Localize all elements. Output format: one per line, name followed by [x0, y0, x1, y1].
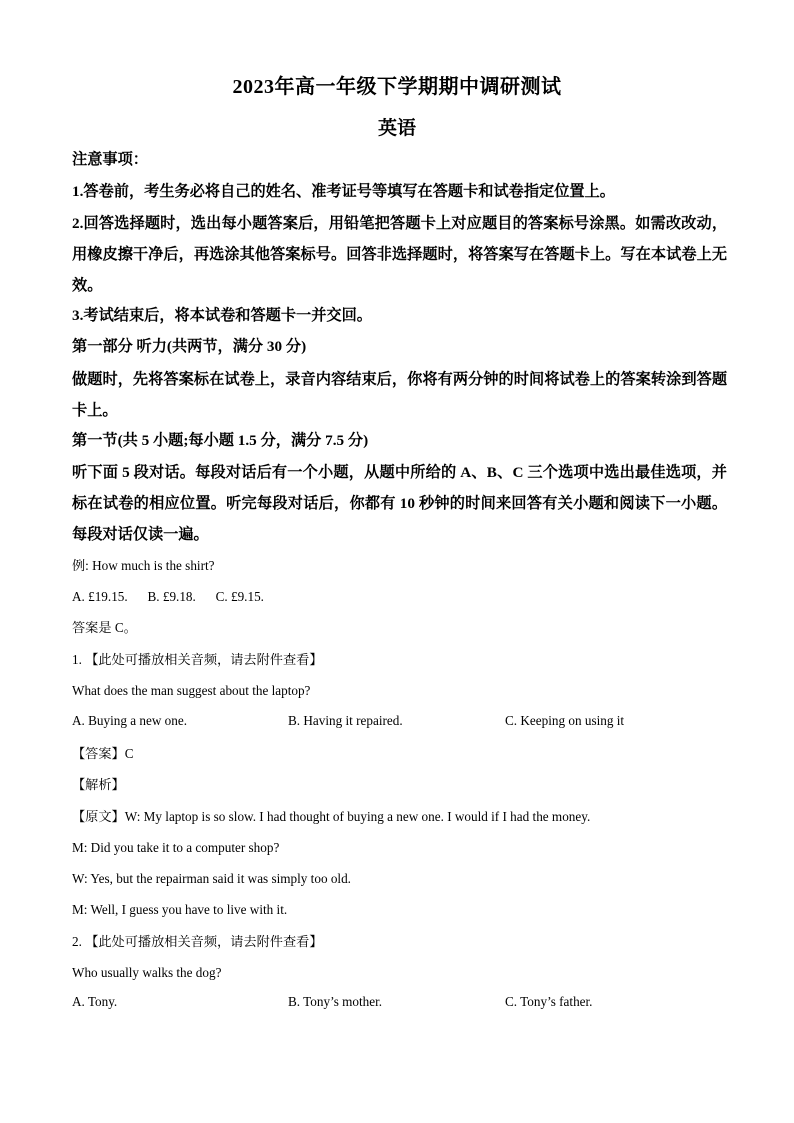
q1-question: What does the man suggest about the laptop? — [72, 683, 311, 698]
notice-item-1: 1.答卷前，考生务必将自己的姓名、准考证号等填写在答题卡和试卷指定位置上。 — [72, 183, 615, 200]
example-answer: 答案是 C。 — [72, 620, 137, 635]
q1-option-b: B. Having it repaired. — [288, 713, 403, 728]
q2-option-b: B. Tony’s mother. — [288, 994, 383, 1009]
example-question: 例: How much is the shirt? — [72, 558, 215, 573]
q1-analysis-label: 【解析】 — [72, 777, 125, 792]
notice-heading: 注意事项： — [72, 151, 148, 168]
part1-instruction: 做题时，先将答案标在试卷上，录音内容结束后，你将有两分钟的时间将试卷上的答案转涂到答题卡上。 — [72, 371, 727, 419]
q1-transcript-line-1 — [72, 807, 732, 827]
q1-answer — [72, 744, 732, 764]
section1-instruction: 听下面 5 段对话。每段对话后有一个小题，从题中所给的 A、B、C 三个选项中选出最佳选项，并标在试卷的相应位置。听完每段对话后，你都有 10 秒钟的时间来回答有关小题和阅读下一小题。每段对话仅读一遍。 — [72, 464, 727, 543]
subject-title: 英语 — [377, 118, 416, 139]
q2-audio-link[interactable]: 2. 【此处可播放相关音频，请去附件查看】 — [72, 934, 323, 949]
q1-audio-link[interactable]: 1. 【此处可播放相关音频，请去附件查看】 — [72, 652, 323, 667]
section1-heading: 第一节(共 5 小题;每小题 1.5 分，满分 7.5 分) — [72, 432, 369, 449]
q1-option-a: A. Buying a new one. — [72, 713, 188, 728]
answer-label: 【答案】 — [72, 746, 125, 761]
notice-item-2: 2.回答选择题时，选出每小题答案后，用铅笔把答题卡上对应题目的答案标号涂黑。如需改改动，用橡皮擦干净后，再选涂其他答案标号。回答非选择题时，将答案写在答题卡上。写在本试卷上无效。 — [72, 215, 727, 294]
q1-transcript-line-2: M: Did you take it to a computer shop? — [72, 840, 280, 855]
transcript-text: W: My laptop is so slow. I had thought of buying a new one. I would if I had the money. — [124, 809, 591, 824]
example-options: A. £19.15. B. £9.18. C. £9.15. — [72, 589, 264, 604]
q2-option-a: A. Tony. — [72, 994, 118, 1009]
q1-transcript-line-3: W: Yes, but the repairman said it was simply too old. — [72, 871, 351, 886]
answer-value: C — [124, 746, 134, 761]
part1-heading: 第一部分 听力(共两节，满分 30 分) — [72, 338, 307, 355]
q2-option-c: C. Tony’s father. — [505, 994, 593, 1009]
q1-transcript-line-4: M: Well, I guess you have to live with it. — [72, 902, 288, 917]
q2-question: Who usually walks the dog? — [72, 965, 222, 980]
notice-item-3: 3.考试结束后，将本试卷和答题卡一并交回。 — [72, 307, 372, 324]
transcript-label: 【原文】 — [72, 809, 125, 824]
q1-option-c: C. Keeping on using it — [505, 713, 625, 728]
exam-title: 2023年高一年级下学期期中调研测试 — [232, 76, 562, 98]
